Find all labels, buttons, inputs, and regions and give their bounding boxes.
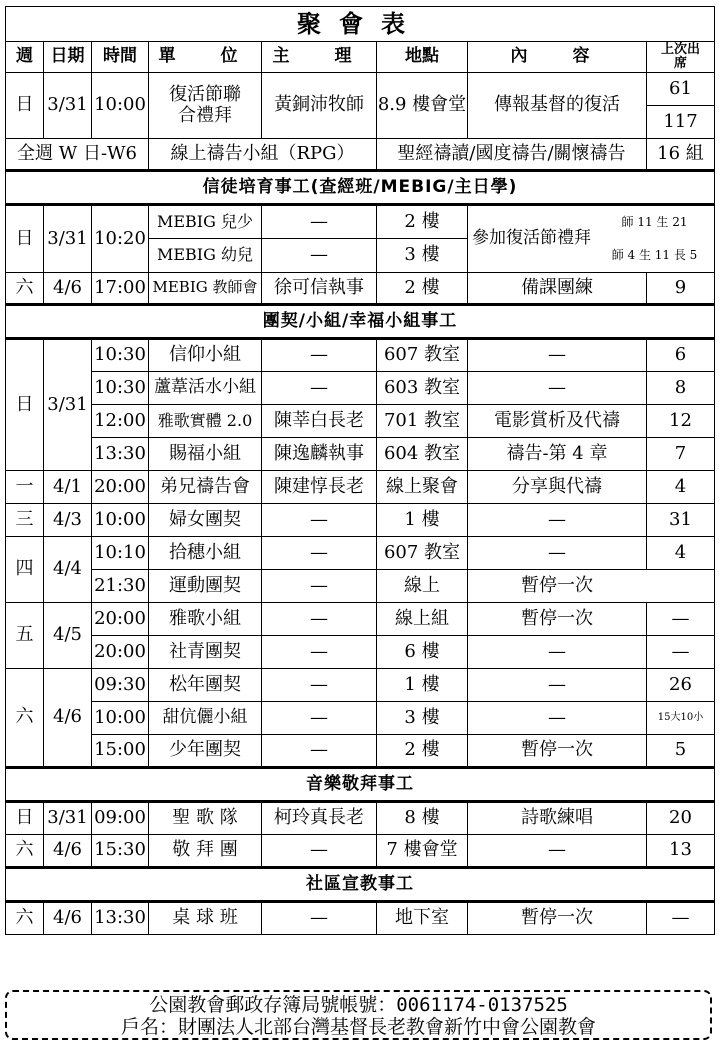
section-title-discipleship: 信徒培育事工(查經班/MEBIG/主日學) — [6, 171, 715, 205]
date-cell: 3/31 — [44, 73, 92, 139]
content-cell: 暫停一次 — [468, 735, 647, 768]
attendance-cell: — — [647, 902, 715, 935]
meeting-schedule — [5, 6, 714, 935]
host-cell: — — [262, 537, 377, 570]
time-cell: 20:00 — [92, 471, 149, 504]
date-cell: 4/6 — [44, 902, 92, 935]
attendance-cell: 117 — [647, 106, 715, 139]
place-cell: 701 教室 — [377, 405, 468, 438]
attendance-cell: 20 — [647, 802, 715, 835]
attendance-cell: 26 — [647, 669, 715, 702]
place-cell: 地下室 — [377, 902, 468, 935]
attendance-cell: 師 4 生 11 長 5 — [611, 247, 698, 262]
host-cell: — — [262, 902, 377, 935]
content-cell: — — [468, 636, 647, 669]
day-cell: 六 — [6, 835, 44, 868]
place-cell: 2 樓 — [377, 273, 468, 305]
host-cell: — — [262, 504, 377, 537]
unit-cell: 甜伉儷小組 — [149, 702, 262, 735]
host-cell: — — [262, 570, 377, 603]
unit-cell: 運動團契 — [149, 570, 262, 603]
table-row — [6, 471, 715, 504]
section-title-fellowship: 團契/小組/幸福小組事工 — [6, 305, 715, 339]
table-row — [6, 504, 715, 537]
account-number-line: 公園教會郵政存簿局號帳號：0061174-0137525 — [149, 994, 568, 1016]
unit-cell: 賜福小組 — [149, 438, 262, 471]
attendance-cell: 12 — [647, 405, 715, 438]
table-row — [6, 802, 715, 835]
host-cell: — — [262, 372, 377, 405]
date-cell: 4/6 — [44, 273, 92, 305]
host-cell: 柯玲真長老 — [262, 802, 377, 835]
header-row — [6, 42, 715, 73]
date-cell: 4/5 — [44, 603, 92, 669]
unit-cell: 婦女團契 — [149, 504, 262, 537]
date-cell: 4/3 — [44, 504, 92, 537]
time-cell: 10:00 — [92, 73, 149, 139]
content-cell: — — [468, 702, 647, 735]
content-cell: 分享與代禱 — [468, 471, 647, 504]
table-row — [6, 702, 715, 735]
place-cell: 2 樓 — [377, 205, 468, 239]
section-title-outreach: 社區宣教事工 — [6, 868, 715, 902]
time-cell: 13:30 — [92, 438, 149, 471]
attendance-cell: — — [647, 636, 715, 669]
date-cell: 4/4 — [44, 537, 92, 603]
unit-cell: 信仰小組 — [149, 339, 262, 372]
unit-cell: 雅歌小組 — [149, 603, 262, 636]
table-row — [6, 570, 715, 603]
date-cell: 3/31 — [44, 205, 92, 273]
place-cell: 607 教室 — [377, 339, 468, 372]
unit-cell: MEBIG 兒少 — [149, 205, 262, 239]
table-row — [6, 902, 715, 935]
place-cell: 6 樓 — [377, 636, 468, 669]
bank-account-footer — [5, 990, 712, 1040]
unit-cell: MEBIG 教師會 — [149, 273, 262, 305]
date-cell: 3/31 — [44, 802, 92, 835]
place-cell: 線上 — [377, 570, 468, 603]
table-row — [6, 73, 715, 106]
unit-cell: 雅歌實體 2.0 — [149, 405, 262, 438]
schedule-table — [5, 6, 715, 935]
content-cell: 暫停一次 — [468, 570, 715, 603]
host-cell: 陳莘白長老 — [262, 405, 377, 438]
header-time: 時間 — [92, 42, 149, 73]
host-cell: — — [262, 835, 377, 868]
unit-cell: 社青團契 — [149, 636, 262, 669]
header-content: 內 容 — [468, 42, 647, 73]
day-cell: 六 — [6, 902, 44, 935]
day-cell: 一 — [6, 471, 44, 504]
unit-cell: 聖 歌 隊 — [149, 802, 262, 835]
host-cell: — — [262, 205, 377, 239]
table-row — [6, 339, 715, 372]
host-cell: 陳建惇長老 — [262, 471, 377, 504]
content-cell: — — [468, 537, 647, 570]
time-cell: 10:00 — [92, 702, 149, 735]
content-attendance-cell — [468, 205, 715, 273]
place-cell: 3 樓 — [377, 702, 468, 735]
unit-cell: 少年團契 — [149, 735, 262, 768]
content-cell: — — [468, 669, 647, 702]
place-cell: 607 教室 — [377, 537, 468, 570]
content-cell: 禱告-第 4 章 — [468, 438, 647, 471]
content-cell: 傳報基督的復活 — [468, 73, 647, 139]
table-row — [6, 372, 715, 405]
content-cell: — — [468, 339, 647, 372]
time-cell: 10:10 — [92, 537, 149, 570]
content-cell: 聖經禱讀/國度禱告/關懷禱告 — [377, 139, 647, 171]
time-cell: 20:00 — [92, 636, 149, 669]
host-cell: — — [262, 669, 377, 702]
table-row — [6, 669, 715, 702]
table-row — [6, 405, 715, 438]
table-row — [6, 835, 715, 868]
unit-cell: 弟兄禱告會 — [149, 471, 262, 504]
section-title-music: 音樂敬拜事工 — [6, 768, 715, 802]
time-cell: 10:30 — [92, 372, 149, 405]
day-cell: 六 — [6, 669, 44, 768]
time-cell: 10:20 — [92, 205, 149, 273]
account-name-line: 戶名：財團法人北部台灣基督長老教會新竹中會公園教會 — [120, 1016, 596, 1038]
date-cell: 4/6 — [44, 835, 92, 868]
place-cell: 8 樓 — [377, 802, 468, 835]
content-cell: 詩歌練唱 — [468, 802, 647, 835]
day-cell: 日 — [6, 802, 44, 835]
unit-cell: 桌 球 班 — [149, 902, 262, 935]
time-cell: 10:30 — [92, 339, 149, 372]
attendance-cell: 16 組 — [647, 139, 715, 171]
date-cell: 4/1 — [44, 471, 92, 504]
page-title: 聚會表 — [6, 7, 715, 42]
place-cell: 線上聚會 — [377, 471, 468, 504]
table-row — [6, 273, 715, 305]
week-span-cell: 全週 W 日-W6 — [6, 139, 149, 171]
header-date: 日期 — [44, 42, 92, 73]
day-cell: 日 — [6, 205, 44, 273]
day-cell: 三 — [6, 504, 44, 537]
date-cell: 4/6 — [44, 669, 92, 768]
time-cell: 09:00 — [92, 802, 149, 835]
header-unit: 單 位 — [149, 42, 262, 73]
time-cell: 15:30 — [92, 835, 149, 868]
time-cell: 20:00 — [92, 603, 149, 636]
attendance-cell: 31 — [647, 504, 715, 537]
header-host: 主 理 — [262, 42, 377, 73]
header-week: 週 — [6, 42, 44, 73]
time-cell: 13:30 — [92, 902, 149, 935]
header-attendance: 上次出席 — [647, 42, 715, 73]
date-cell: 3/31 — [44, 339, 92, 471]
place-cell: 604 教室 — [377, 438, 468, 471]
place-cell: 603 教室 — [377, 372, 468, 405]
attendance-cell: 4 — [647, 471, 715, 504]
time-cell: 12:00 — [92, 405, 149, 438]
content-cell: 電影賞析及代禱 — [468, 405, 647, 438]
unit-cell: 線上禱告小組（RPG） — [149, 139, 377, 171]
place-cell: 7 樓會堂 — [377, 835, 468, 868]
table-row — [6, 139, 715, 171]
attendance-cell: 13 — [647, 835, 715, 868]
place-cell: 線上組 — [377, 603, 468, 636]
place-cell: 1 樓 — [377, 669, 468, 702]
content-cell: 暫停一次 — [468, 902, 647, 935]
attendance-cell: 15大10小 — [647, 702, 715, 735]
place-cell: 2 樓 — [377, 735, 468, 768]
time-cell: 17:00 — [92, 273, 149, 305]
time-cell: 09:30 — [92, 669, 149, 702]
host-cell: 徐可信執事 — [262, 273, 377, 305]
time-cell: 10:00 — [92, 504, 149, 537]
table-row — [6, 636, 715, 669]
table-row — [6, 537, 715, 570]
host-cell: — — [262, 636, 377, 669]
table-row — [6, 603, 715, 636]
host-cell: — — [262, 702, 377, 735]
attendance-cell: 師 11 生 21 — [621, 214, 688, 229]
table-row — [6, 735, 715, 768]
unit-cell: 松年團契 — [149, 669, 262, 702]
content-cell: — — [468, 504, 647, 537]
attendance-cell: 7 — [647, 438, 715, 471]
host-cell: — — [262, 735, 377, 768]
table-row — [6, 205, 715, 239]
host-cell: — — [262, 239, 377, 273]
header-place: 地點 — [377, 42, 468, 73]
unit-cell: MEBIG 幼兒 — [149, 239, 262, 273]
host-cell: — — [262, 339, 377, 372]
day-cell: 四 — [6, 537, 44, 603]
attendance-cell: 5 — [647, 735, 715, 768]
unit-cell: 拾穗小組 — [149, 537, 262, 570]
day-cell: 六 — [6, 273, 44, 305]
content-cell: — — [468, 835, 647, 868]
time-cell: 21:30 — [92, 570, 149, 603]
unit-cell: 敬 拜 團 — [149, 835, 262, 868]
host-cell: 黃銅沛牧師 — [262, 73, 377, 139]
place-cell: 8.9 樓會堂 — [377, 73, 468, 139]
place-cell: 1 樓 — [377, 504, 468, 537]
time-cell: 15:00 — [92, 735, 149, 768]
content-cell: — — [468, 372, 647, 405]
host-cell: — — [262, 603, 377, 636]
content-cell: 參加復活節禮拜 — [472, 228, 591, 249]
day-cell: 日 — [6, 73, 44, 139]
attendance-cell: 61 — [647, 73, 715, 106]
attendance-cell: 6 — [647, 339, 715, 372]
attendance-cell: 4 — [647, 537, 715, 570]
place-cell: 3 樓 — [377, 239, 468, 273]
unit-cell: 蘆葦活水小組 — [149, 372, 262, 405]
table-row — [6, 438, 715, 471]
host-cell: 陳逸麟執事 — [262, 438, 377, 471]
day-cell: 五 — [6, 603, 44, 669]
attendance-cell: 9 — [647, 273, 715, 305]
unit-cell: 復活節聯合禮拜 — [149, 73, 262, 139]
attendance-cell: — — [647, 603, 715, 636]
content-cell: 備課團練 — [468, 273, 647, 305]
attendance-cell: 8 — [647, 372, 715, 405]
day-cell: 日 — [6, 339, 44, 471]
content-cell: 暫停一次 — [468, 603, 647, 636]
